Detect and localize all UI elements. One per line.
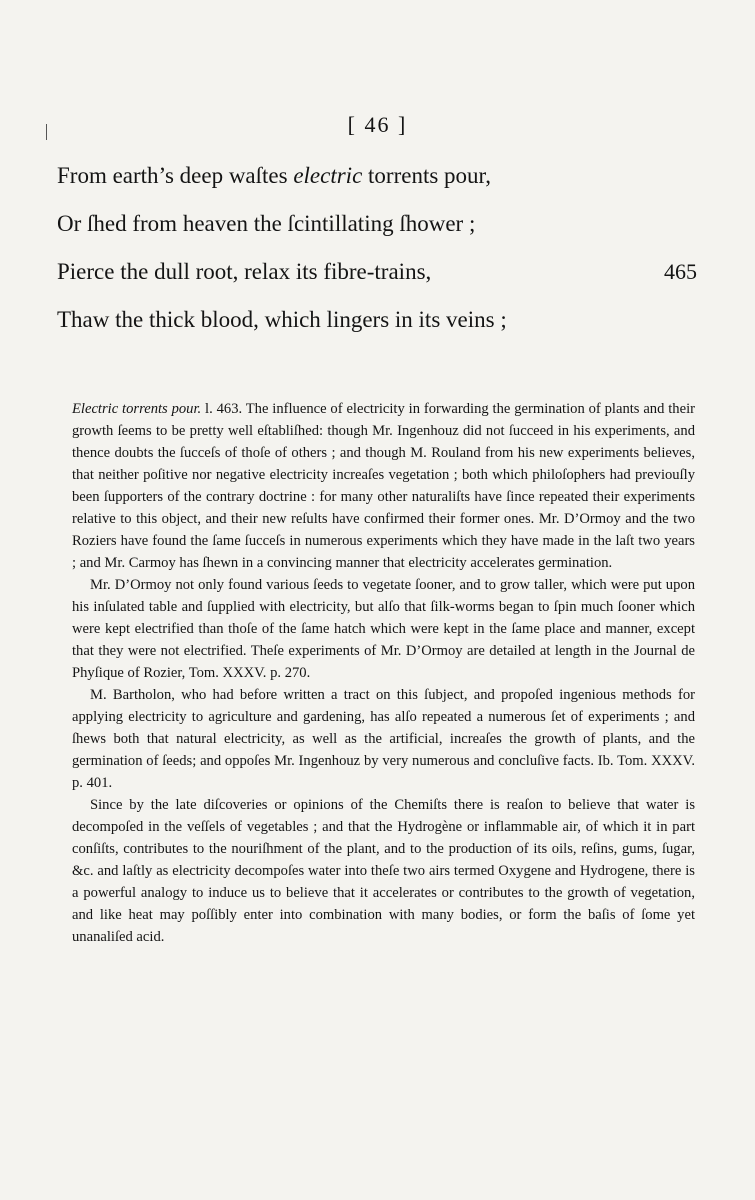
page-number: [ 46 ] xyxy=(347,112,408,137)
note-paragraph-3: M. Bartholon, who had before written a tract on this ſubject, and propoſed ingenious methods for applying electricity to agriculture and gardening, has alſo repeated a numerous ſet of experiments ; and ſhews both that natural electricity, as well as the artificial, increaſes the growth of plants, and the germination of ſeeds; and oppoſes Mr. Ingenhouz by very numerous and concluſive facts. Ib. Tom. XXXV. p. 401. xyxy=(72,687,695,791)
verse-line-3 xyxy=(57,248,697,296)
verse-line-4 xyxy=(57,296,697,344)
footnotes xyxy=(72,398,695,948)
note-paragraph-1 xyxy=(72,398,695,574)
verse-line-1 xyxy=(57,152,697,200)
verse-line-4-text: Thaw the thick blood, which lingers in its veins ; xyxy=(57,307,507,332)
note-paragraph-1-text: l. 463. The influence of electricity in forwarding the germination of plants and their growth ſeems to be pretty well eſtabliſhed: though Mr. Ingenhouz did not ſucceed in his experiments, and thence doubts the ſucceſs of thoſe of others ; and though M. Rouland from his new experiments believes, that neither poſitive nor negative electricity increaſes vegetation ; both which philoſophers had previouſly been ſupporters of the contrary doctrine : for many other naturaliſts have ſince repeated their experiments relative to this object, and their new reſults have confirmed their former ones. Mr. D’Ormoy and the two Roziers have found the ſame ſucceſs in numerous experiments which they have made in the laſt two years ; and Mr. Carmoy has ſhewn in a convincing manner that electricity accelerates germination. xyxy=(72,401,695,571)
note-paragraph-2: Mr. D’Ormoy not only found various ſeeds to vegetate ſooner, and to grow taller, which were put upon his inſulated table and ſupplied with electricity, but alſo that ſilk-worms began to ſpin much ſooner which were kept electrified than thoſe of the ſame hatch which were kept in the ſame place and manner, except that they were not electrified. Theſe experiments of Mr. D’Ormoy are detailed at length in the Journal de Phyſique of Rozier, Tom. XXXV. p. 270. xyxy=(72,577,695,681)
verse-line-1-end: torrents pour, xyxy=(362,163,492,188)
verse-block xyxy=(57,152,697,344)
verse-line-1-start: From earth’s deep waſtes xyxy=(57,163,294,188)
verse-line-3-text: Pierce the dull root, relax its fibre-trains, xyxy=(57,259,432,284)
note-paragraph-4: Since by the late diſcoveries or opinions of the Chemiſts there is reaſon to believe that water is decompoſed in the veſſels of vegetables ; and that the Hydrogène or inflammable air, of which it in part conſiſts, contributes to the nouriſhment of the plant, and to the production of its oils, reſins, gums, ſugar, &c. and laſtly as electricity decompoſes water into theſe two airs termed Oxygene and Hydrogene, there is a powerful analogy to induce us to believe that it accelerates or contributes to the growth of vegetation, and like heat may poſſibly enter into combination with many bodies, or form the baſis of ſome yet unanaliſed acid. xyxy=(72,797,695,945)
verse-line-2 xyxy=(57,200,697,248)
verse-line-2-text: Or ſhed from heaven the ſcintillating ſhower ; xyxy=(57,211,476,236)
verse-line-1-italic: electric xyxy=(293,163,363,188)
note-lead: Electric torrents pour. xyxy=(72,401,202,417)
verse-line-number: 465 xyxy=(664,259,697,284)
